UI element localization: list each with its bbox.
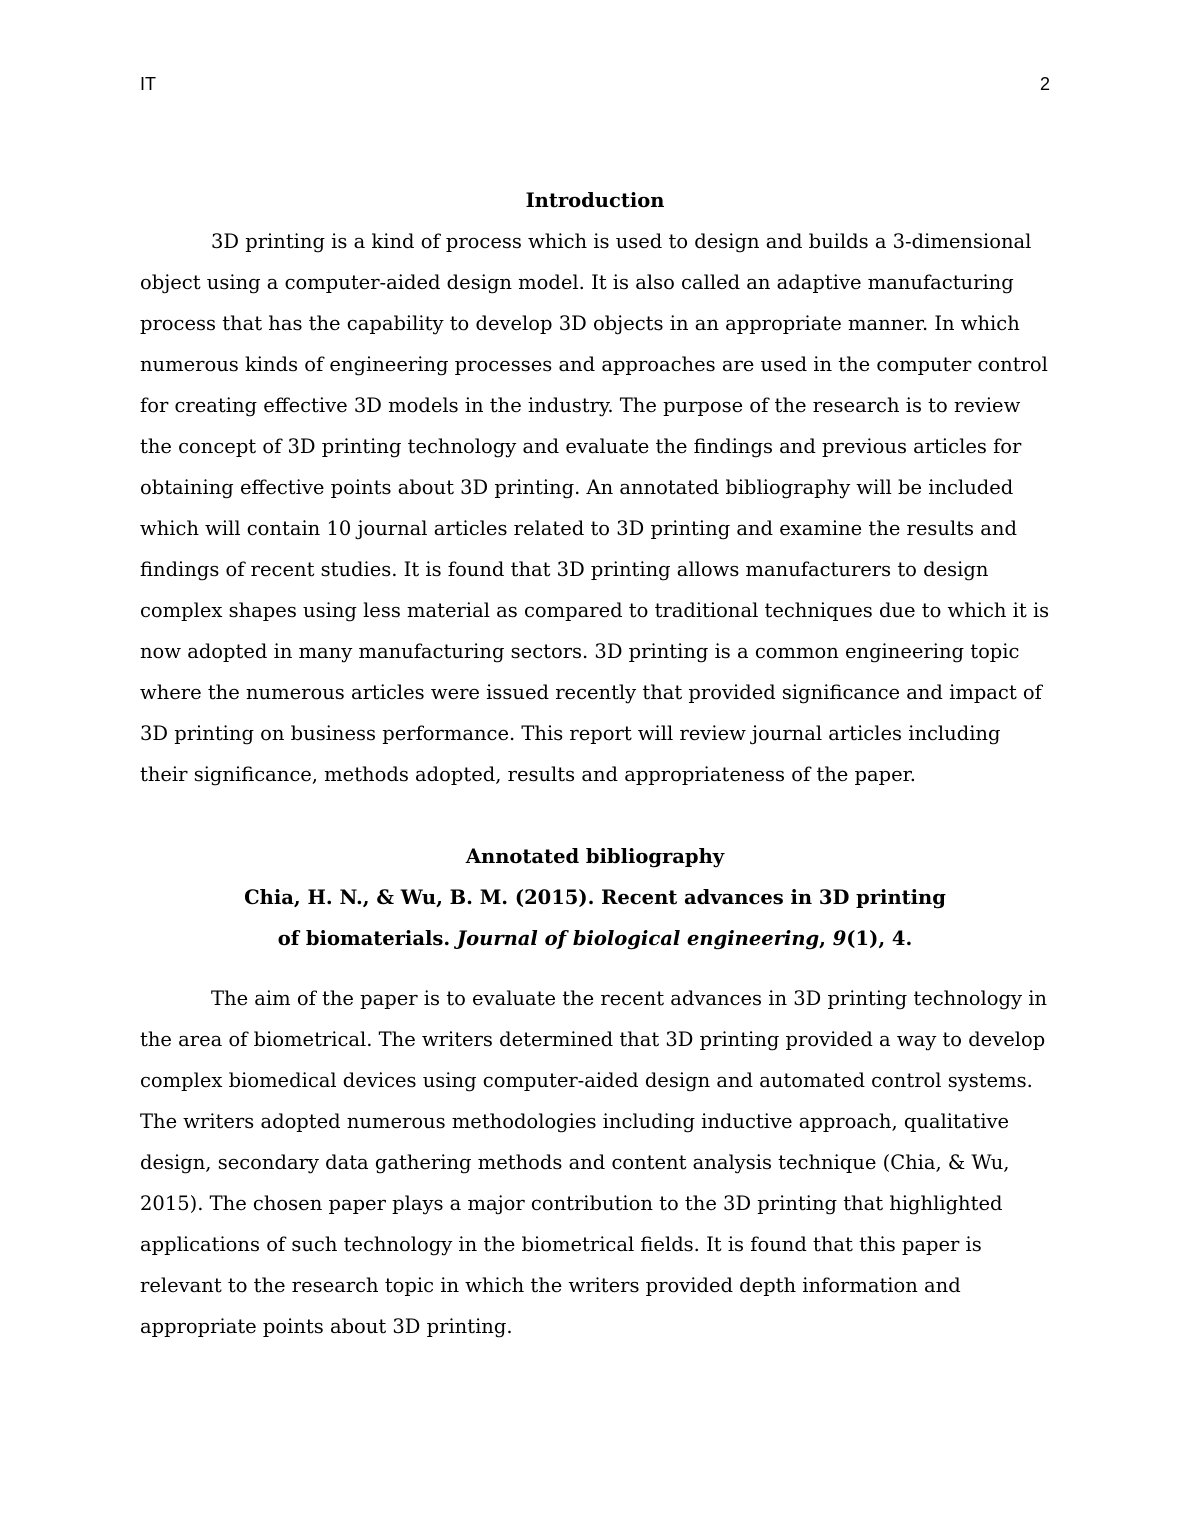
bibliography-heading: Annotated bibliography xyxy=(465,845,725,868)
citation-separator: , xyxy=(819,927,833,950)
citation-lead: Chia, H. N., & Wu, B. M. (2015). Recent advances in 3D printing of biomaterials. xyxy=(244,886,946,950)
running-head: IT xyxy=(140,74,156,94)
citation-spacer xyxy=(140,959,1050,978)
document-body xyxy=(140,180,1050,1347)
bibliography-citation xyxy=(140,877,1050,959)
citation-volume: 9 xyxy=(832,927,847,950)
introduction-heading: Introduction xyxy=(525,189,665,212)
page-number: 2 xyxy=(1039,74,1050,94)
bibliography-annotation: The aim of the paper is to evaluate the recent advances in 3D printing technology in the area of biometrical. The writers determined that 3D printing provided a way to develop complex biomedical devices using computer-aided design and automated control systems. The writers adopted numerous methodologies including inductive approach, qualitative design, secondary data gathering methods and content analysis technique (Chia, & Wu, 2015). The chosen paper plays a major contribution to the 3D printing that highlighted applications of such technology in the biometrical fields. It is found that this paper is relevant to the research topic in which the writers provided depth information and appropriate points about 3D printing. xyxy=(140,987,1047,1338)
citation-issue-pages: (1), 4. xyxy=(846,927,913,950)
citation-journal: Journal of biological engineering xyxy=(456,927,820,950)
section-spacer xyxy=(140,795,1050,836)
introduction-paragraph: 3D printing is a kind of process which is used to design and builds a 3-dimensional object using a computer-aided design model. It is also called an adaptive manufacturing process that has the capability to develop 3D objects in an appropriate manner. In which numerous kinds of engineering processes and approaches are used in the computer control for creating effective 3D models in the industry. The purpose of the research is to review the concept of 3D printing technology and evaluate the findings and previous articles for obtaining effective points about 3D printing. An annotated bibliography will be included which will contain 10 journal articles related to 3D printing and examine the results and findings of recent studies. It is found that 3D printing allows manufacturers to design complex shapes using less material as compared to traditional techniques due to which it is now adopted in many manufacturing sectors. 3D printing is a common engineering topic where the numerous articles were issued recently that provided significance and impact of 3D printing on business performance. This report will review journal articles including their significance, methods adopted, results and appropriateness of the paper. xyxy=(140,230,1050,786)
